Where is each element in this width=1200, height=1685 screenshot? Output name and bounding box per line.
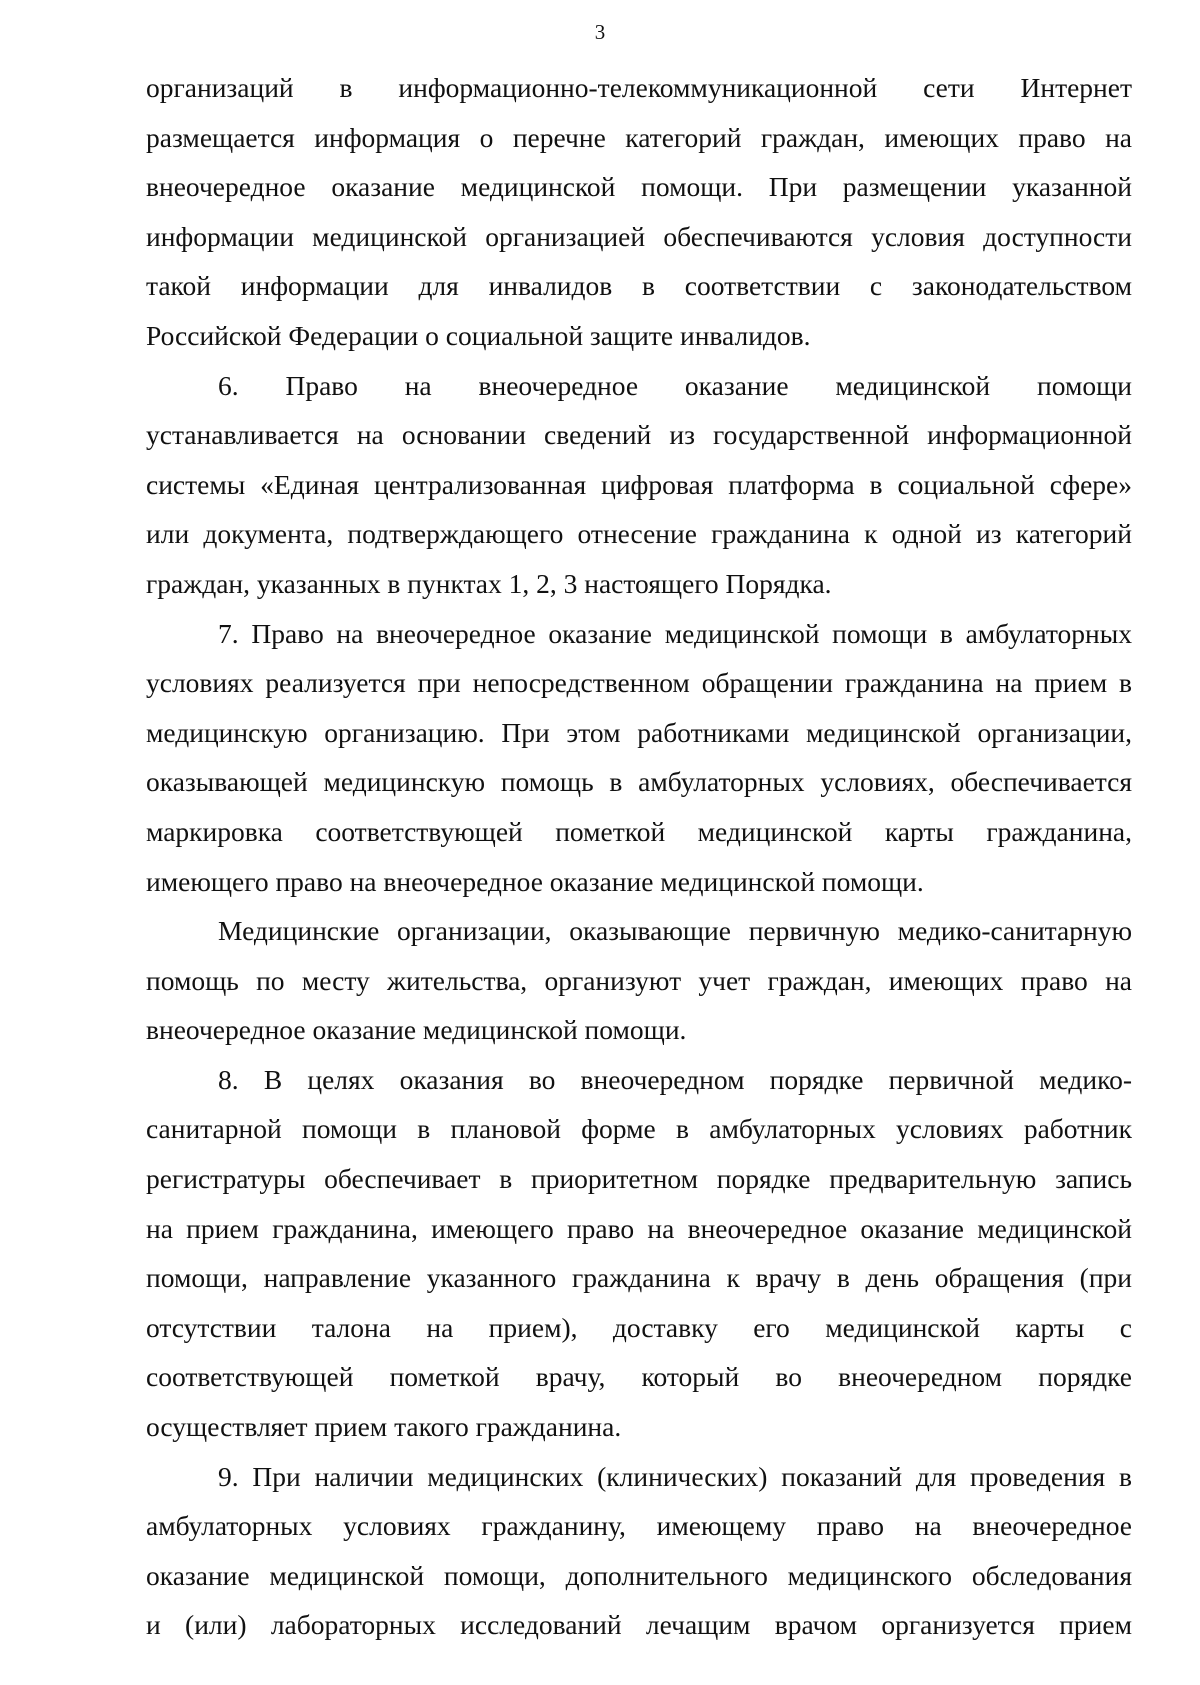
text-line: амбулаторных условиях гражданину, имеющему право на внеочередное <box>146 1510 1132 1542</box>
text-line: соответствующей пометкой врачу, который во внеочередном порядке <box>146 1361 1132 1393</box>
text-line: 7. Право на внеочередное оказание медицинской помощи в амбулаторных <box>218 617 1132 649</box>
text-line: маркировка соответствующей пометкой медицинской карты гражданина, <box>146 815 1132 847</box>
text-line: помощь по месту жительства, организуют учет граждан, имеющих право на <box>146 964 1132 996</box>
text-line: и (или) лабораторных исследований лечащим врачом организуется прием <box>146 1609 1132 1641</box>
text-line: 9. При наличии медицинских (клинических) показаний для проведения в <box>218 1460 1132 1492</box>
document-body <box>146 63 1132 1650</box>
text-line: условиях реализуется при непосредственном обращении гражданина на прием в <box>146 667 1132 699</box>
page-number: 3 <box>594 20 606 44</box>
paragraph-7 <box>146 609 1132 907</box>
text-line: Медицинские организации, оказывающие первичную медико-санитарную <box>218 915 1132 947</box>
text-line: устанавливается на основании сведений из государственной информационной <box>146 419 1132 451</box>
text-line: граждан, указанных в пунктах 1, 2, 3 настоящего Порядка. <box>146 567 832 599</box>
text-line: отсутствии талона на прием), доставку его медицинской карты с <box>146 1311 1132 1343</box>
text-line: организаций в информационно-телекоммуникационной сети Интернет <box>146 72 1132 103</box>
text-line: помощи, направление указанного гражданина к врачу в день обращения (при <box>146 1262 1132 1294</box>
text-line: медицинскую организацию. При этом работниками медицинской организации, <box>146 716 1132 748</box>
text-line: на прием гражданина, имеющего право на внеочередное оказание медицинской <box>146 1212 1132 1244</box>
paragraph-6 <box>146 361 1132 609</box>
text-line: 8. В целях оказания во внеочередном порядке первичной медико- <box>218 1063 1132 1095</box>
text-line: Российской Федерации о социальной защите инвалидов. <box>146 319 811 351</box>
text-line: системы «Единая централизованная цифровая платформа в социальной сфере» <box>146 468 1132 500</box>
text-line: информации медицинской организацией обеспечиваются условия доступности <box>146 220 1132 252</box>
text-line: 6. Право на внеочередное оказание медицинской помощи <box>218 369 1132 401</box>
paragraph-continuation <box>146 63 1132 361</box>
paragraph-9 <box>146 1452 1132 1650</box>
paragraph-8 <box>146 1055 1132 1452</box>
text-line: имеющего право на внеочередное оказание медицинской помощи. <box>146 865 924 897</box>
text-line: оказание медицинской помощи, дополнительного медицинского обследования <box>146 1559 1132 1591</box>
text-line: такой информации для инвалидов в соответствии с законодательством <box>146 270 1132 302</box>
paragraph-7-second <box>146 906 1132 1055</box>
text-line: регистратуры обеспечивает в приоритетном порядке предварительную запись <box>146 1163 1132 1195</box>
text-line: размещается информация о перечне категорий граждан, имеющих право на <box>146 121 1132 153</box>
text-line: осуществляет прием такого гражданина. <box>146 1411 622 1443</box>
text-line: или документа, подтверждающего отнесение гражданина к одной из категорий <box>146 518 1132 550</box>
text-line: оказывающей медицинскую помощь в амбулаторных условиях, обеспечивается <box>146 766 1132 798</box>
text-line: внеочередное оказание медицинской помощи. При размещении указанной <box>146 171 1132 203</box>
text-line: санитарной помощи в плановой форме в амбулаторных условиях работник <box>146 1113 1132 1145</box>
text-line: внеочередное оказание медицинской помощи. <box>146 1014 687 1046</box>
